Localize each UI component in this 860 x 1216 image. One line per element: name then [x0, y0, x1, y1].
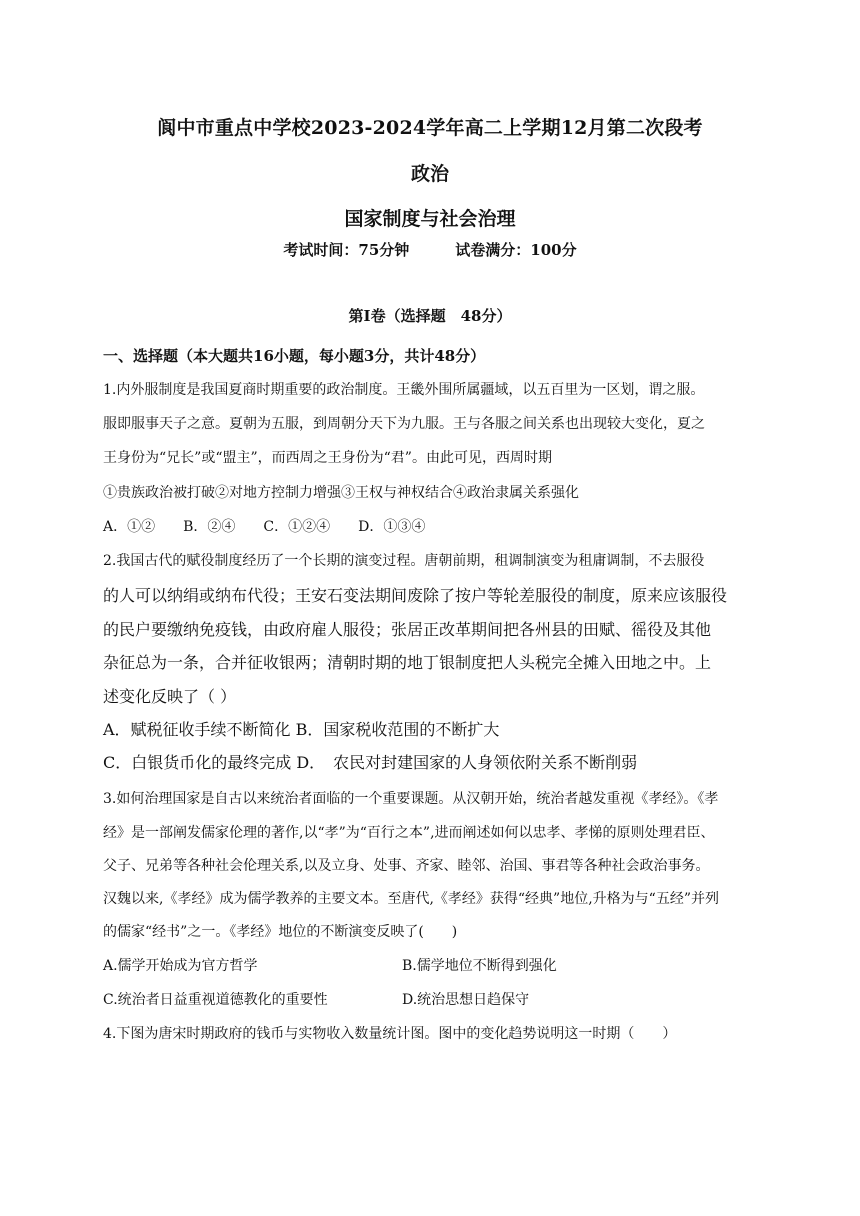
- q2-line: 2.我国古代的赋役制度经历了一个长期的演变过程。唐朝前期，租调制演变为租庸调制，不去服役: [103, 553, 705, 569]
- q1-line: 王身份为“兄长”或“盟主”，而西周之王身份为“君”。由此可见，西周时期: [103, 450, 552, 466]
- q3-line: 经》是一部阐发儒家伦理的著作,以“孝”为“百行之本”,进而阐述如何以忠孝、孝悌的原则处理君臣、: [103, 825, 715, 841]
- q3-option-d: D.统治思想日趋保守: [402, 992, 530, 1008]
- q3-option-a: A.儒学开始成为官方哲学: [103, 958, 258, 974]
- q3-line: 父子、兄弟等各种社会伦理关系,以及立身、处事、齐家、睦邻、治国、事君等各种社会政治事务。: [103, 858, 710, 874]
- full-score: 试卷满分：100分: [455, 241, 577, 259]
- q4-stem: 4.下图为唐宋时期政府的钱币与实物收入数量统计图。图中的变化趋势说明这一时期（ ）: [103, 1026, 677, 1042]
- q3-line: 汉魏以来,《孝经》成为儒学教养的主要文本。至唐代,《孝经》获得“经典”地位,升格为与“五经”并列: [103, 891, 719, 907]
- q1-line: ①贵族政治被打破②对地方控制力增强③王权与神权结合④政治隶属关系强化: [103, 485, 579, 501]
- q2-line: 述变化反映了（ ）: [103, 687, 237, 706]
- q3-option-b: B.儒学地位不断得到强化: [402, 958, 557, 974]
- q2-options-ab: A．赋税征收手续不断简化 B．国家税收范围的不断扩大: [103, 720, 500, 739]
- q3-line: 的儒家“经书”之一。《孝经》地位的不断演变反映了( ): [103, 924, 458, 940]
- q3-line: 3.如何治理国家是自古以来统治者面临的一个重要课题。从汉朝开始，统治者越发重视《孝经》。《孝: [103, 791, 719, 807]
- q2-options-cd: C．白银货币化的最终完成 D． 农民对封建国家的人身领依附关系不断削弱: [103, 753, 638, 772]
- q2-line: 的人可以纳绢或纳布代役；王安石变法期间废除了按户等轮差服役的制度，原来应该服役: [103, 586, 728, 605]
- q1-options: A．①② B．②④ C．①②④ D．①③④: [103, 519, 426, 535]
- q2-line: 杂征总为一条，合并征收银两；清朝时期的地丁银制度把人头税完全摊入田地之中。上: [103, 653, 712, 672]
- q1-line: 1.内外服制度是我国夏商时期重要的政治制度。王畿外围所属疆域，以五百里为一区划，谓之服。: [103, 382, 705, 398]
- section-title: 一、选择题（本大题共16小题，每小题3分，共计48分）: [103, 347, 486, 365]
- q1-line: 服即服事天子之意。夏朝为五服，到周朝分天下为九服。王与各服之间关系也出现较大变化，夏之: [103, 416, 705, 432]
- unit-subtitle: 国家制度与社会治理: [344, 208, 516, 230]
- q3-option-c: C.统治者日益重视道德教化的重要性: [103, 992, 328, 1008]
- q2-line: 的民户要缴纳免疫钱，由政府雇人服役；张居正改革期间把各州县的田赋、徭役及其他: [103, 620, 712, 639]
- exam-meta: [0, 239, 860, 260]
- subject-title: 政治: [410, 163, 449, 185]
- exam-time: 考试时间：75分钟: [283, 241, 410, 259]
- exam-title: 阆中市重点中学校2023-2024学年高二上学期12月第二次段考: [157, 117, 703, 139]
- part-heading: 第Ⅰ卷（选择题 48分）: [348, 307, 512, 325]
